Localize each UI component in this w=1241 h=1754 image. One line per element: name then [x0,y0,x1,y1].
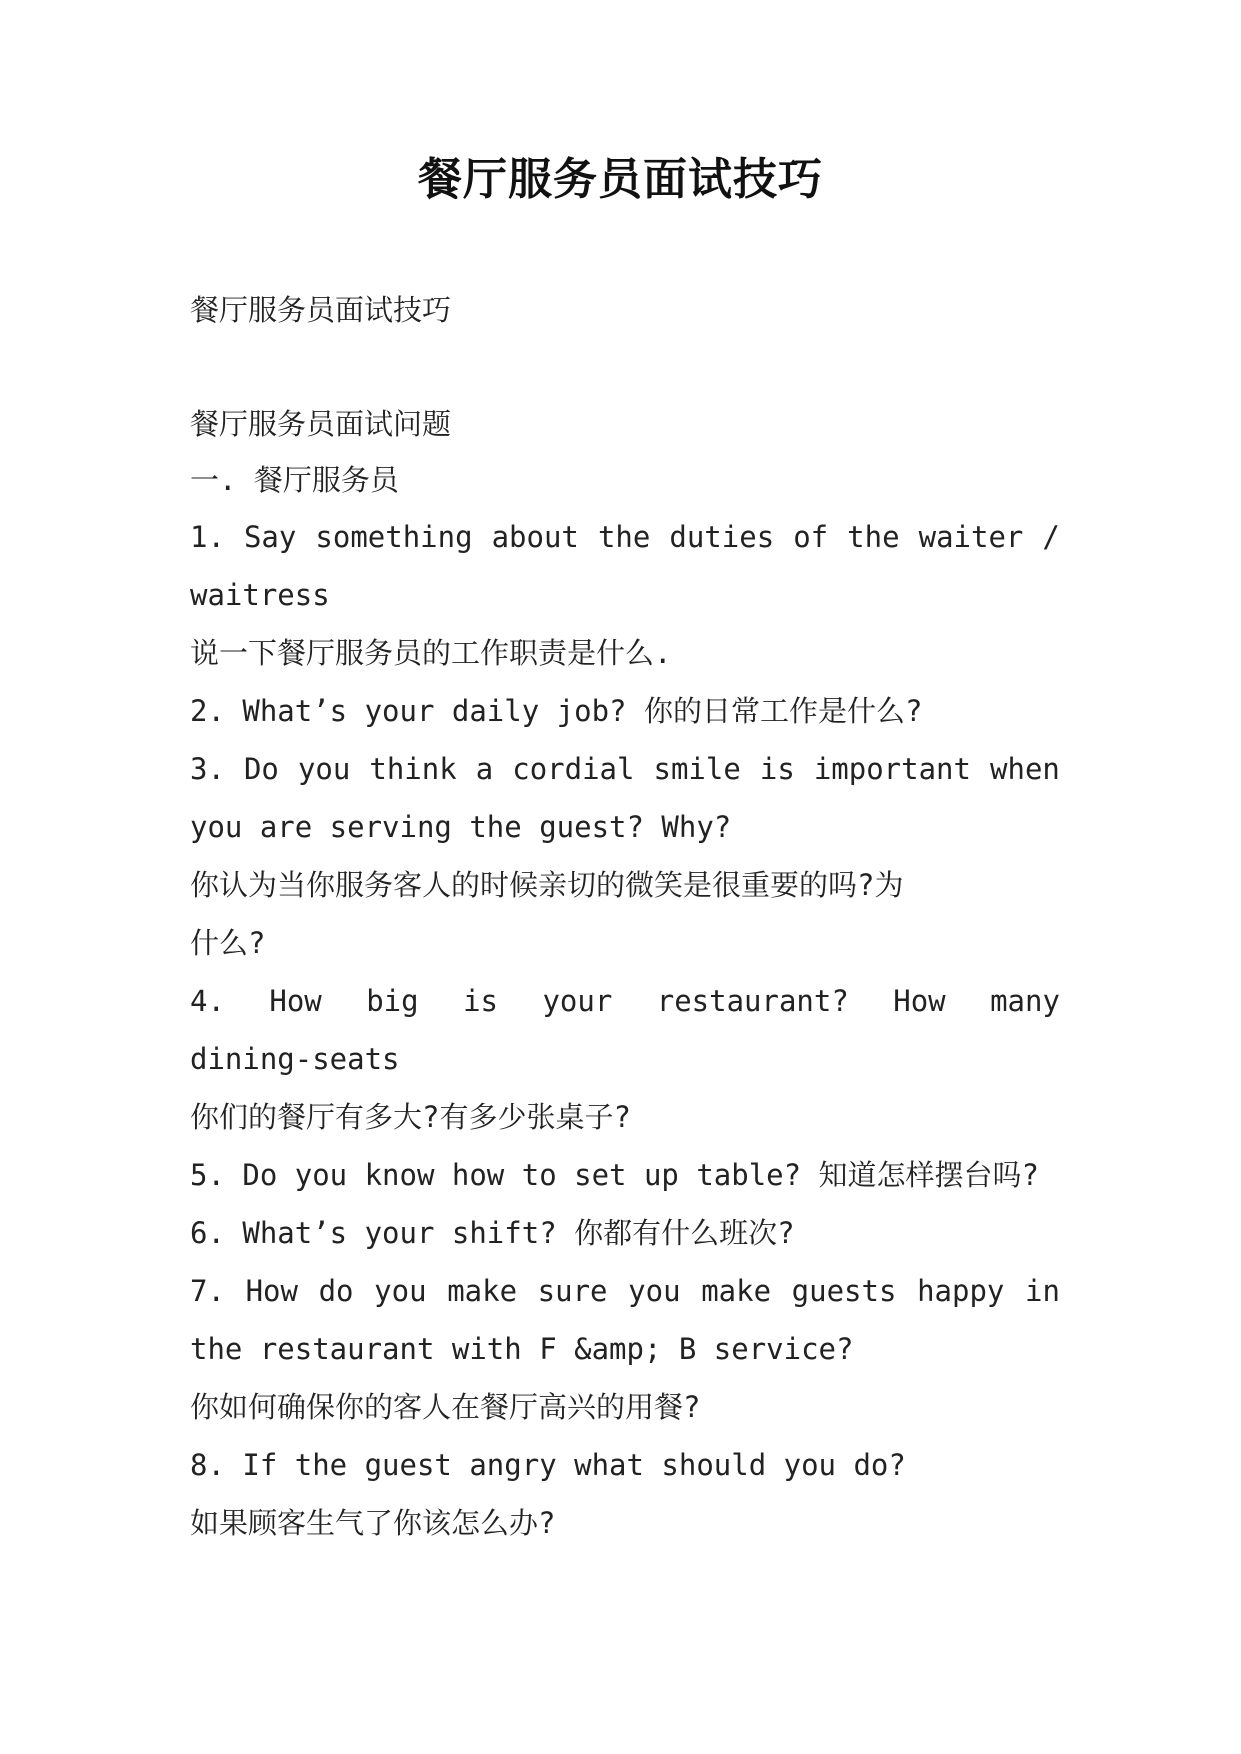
word: a [475,752,494,786]
question-1-translation: 说一下餐厅服务员的工作职责是什么. [190,636,672,670]
word: Do [243,752,279,786]
word: important [813,752,971,786]
question-6: 6. What’s your shift? 你都有什么班次? [190,1216,795,1250]
question-8: 8. If the guest angry what should you do? [190,1448,906,1482]
word: of [793,520,829,554]
word: guests [791,1274,897,1308]
word: 3. [190,752,225,786]
word: you [628,1274,681,1308]
word: is [759,752,795,786]
word: duties [669,520,775,554]
word: make [701,1274,772,1308]
word: smile [653,752,741,786]
question-8-translation: 如果顾客生气了你该怎么办? [190,1506,556,1540]
word: the [847,520,900,554]
word: your [542,984,613,1018]
question-7-line-1 [190,1271,1060,1311]
word: in [1025,1274,1060,1308]
word: you [297,752,351,786]
question-4-line-1 [190,981,1060,1021]
question-3-line-1 [190,749,1060,789]
word: How [893,984,946,1018]
word: 1. [190,520,225,554]
word: make [447,1274,518,1308]
word: is [463,984,498,1018]
word: restaurant? [656,984,849,1018]
word: How [245,1274,298,1308]
word: something [315,520,473,554]
word: think [369,752,457,786]
question-7-translation: 你如何确保你的客人在餐厅高兴的用餐? [190,1390,701,1424]
document-title: 餐厅服务员面试技巧 [418,154,823,205]
word: many [990,984,1060,1018]
word: / [1042,520,1060,554]
question-7-line-2: the restaurant with F &amp; B service? [190,1332,854,1366]
subtitle: 餐厅服务员面试技巧 [190,293,452,327]
question-3-line-2: you are serving the guest? Why? [190,810,732,844]
category-heading: 一. 餐厅服务员 [190,463,399,497]
word: about [491,520,579,554]
word: happy [917,1274,1005,1308]
question-4-translation: 你们的餐厅有多大?有多少张桌子? [190,1100,631,1134]
word: 4. [190,984,225,1018]
question-3-translation-1: 你认为当你服务客人的时候亲切的微笑是很重要的吗?为 [190,868,904,902]
word: How [269,984,322,1018]
word: Say [243,520,297,554]
word: you [374,1274,427,1308]
word: sure [537,1274,608,1308]
question-4-line-2: dining-seats [190,1042,400,1076]
question-1-line-1 [190,517,1060,557]
word: 7. [190,1274,225,1308]
section-heading: 餐厅服务员面试问题 [190,407,452,441]
question-5: 5. Do you know how to set up table? 知道怎样摆台吗? [190,1158,1040,1192]
word: the [597,520,651,554]
word: do [318,1274,354,1308]
question-3-translation-2: 什么? [190,926,266,960]
word: big [366,984,419,1018]
question-2: 2. What’s your daily job? 你的日常工作是什么? [190,694,923,728]
word: waiter [918,520,1024,554]
word: cordial [512,752,635,786]
question-1-line-2: waitress [190,578,330,612]
word: when [990,752,1060,786]
